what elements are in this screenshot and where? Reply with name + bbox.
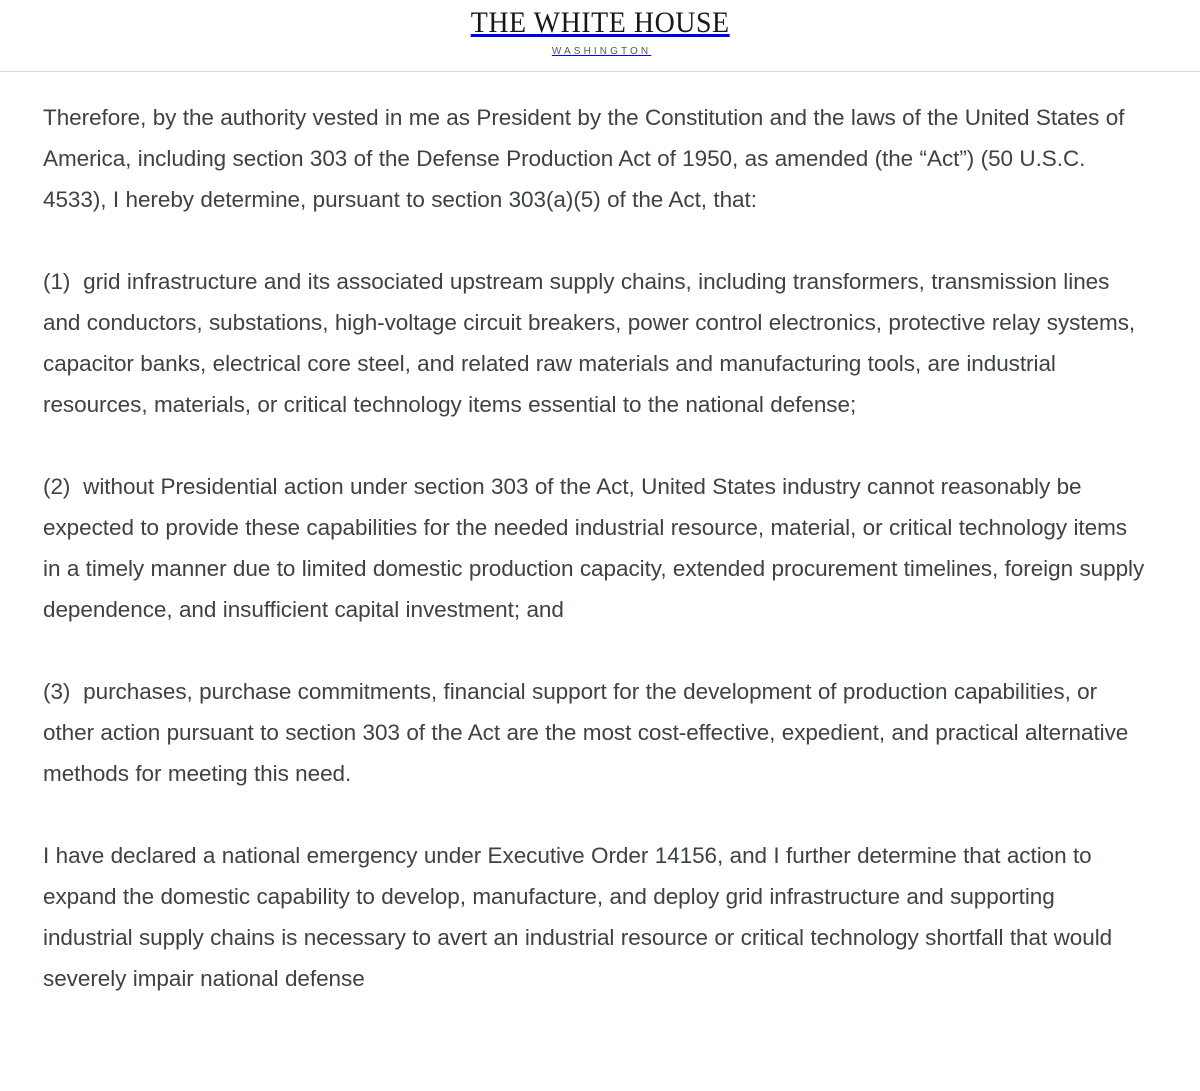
site-header xyxy=(0,0,1200,72)
paragraph-number: (2) xyxy=(43,474,84,499)
paragraph-text: Therefore, by the authority vested in me as President by the Constitution and the laws of the United States of America, including section 303 of the Defense Production Act of 1950, as amended (the “Act”) (50 U.S.C. 4533), I hereby determine, pursuant to section 303(a)(5) of the Act, that: xyxy=(43,105,1125,212)
white-house-logo-subtitle: WASHINGTON xyxy=(551,46,652,57)
document-scroll-area[interactable] xyxy=(0,72,1200,1091)
paragraph-determination-3 xyxy=(43,671,1145,794)
paragraph-text: grid infrastructure and its associated upstream supply chains, including transformers, transmission lines and conductors, substations, high-voltage circuit breakers, power control electronics, protective relay systems, capacitor banks, electrical core steel, and related raw materials and manufacturing tools, are industrial resources, materials, or critical technology items essential to the national defense; xyxy=(43,269,1136,417)
paragraph-national-emergency-declaration xyxy=(43,835,1145,999)
paragraph-number: (3) xyxy=(43,679,84,704)
paragraph-text: without Presidential action under section 303 of the Act, United States industry cannot reasonably be expected to provide these capabilities for the needed industrial resource, material, or critical technology items in a timely manner due to limited domestic production capacity, extended procurement timelines, foreign supply dependence, and insufficient capital investment; and xyxy=(43,474,1145,622)
paragraph-number: (1) xyxy=(43,269,84,294)
paragraph-determination-1 xyxy=(43,261,1145,425)
white-house-logo-title: THE WHITE HOUSE xyxy=(470,6,730,39)
white-house-logo[interactable] xyxy=(461,7,739,58)
paragraph-text: I have declared a national emergency under Executive Order 14156, and I further determine that action to expand the domestic capability to develop, manufacture, and deploy grid infrastructure and supporting industrial supply chains is necessary to avert an industrial resource or critical technology shortfall that would severely impair national defense xyxy=(43,843,1113,991)
document-body xyxy=(0,72,1200,999)
paragraph-text: purchases, purchase commitments, financial support for the development of production capabilities, or other action pursuant to section 303 of the Act are the most cost-effective, expedient, and practical alternative methods for meeting this need. xyxy=(43,679,1129,786)
paragraph-authority-vesting-clause xyxy=(43,72,1145,220)
paragraph-determination-2 xyxy=(43,466,1145,630)
